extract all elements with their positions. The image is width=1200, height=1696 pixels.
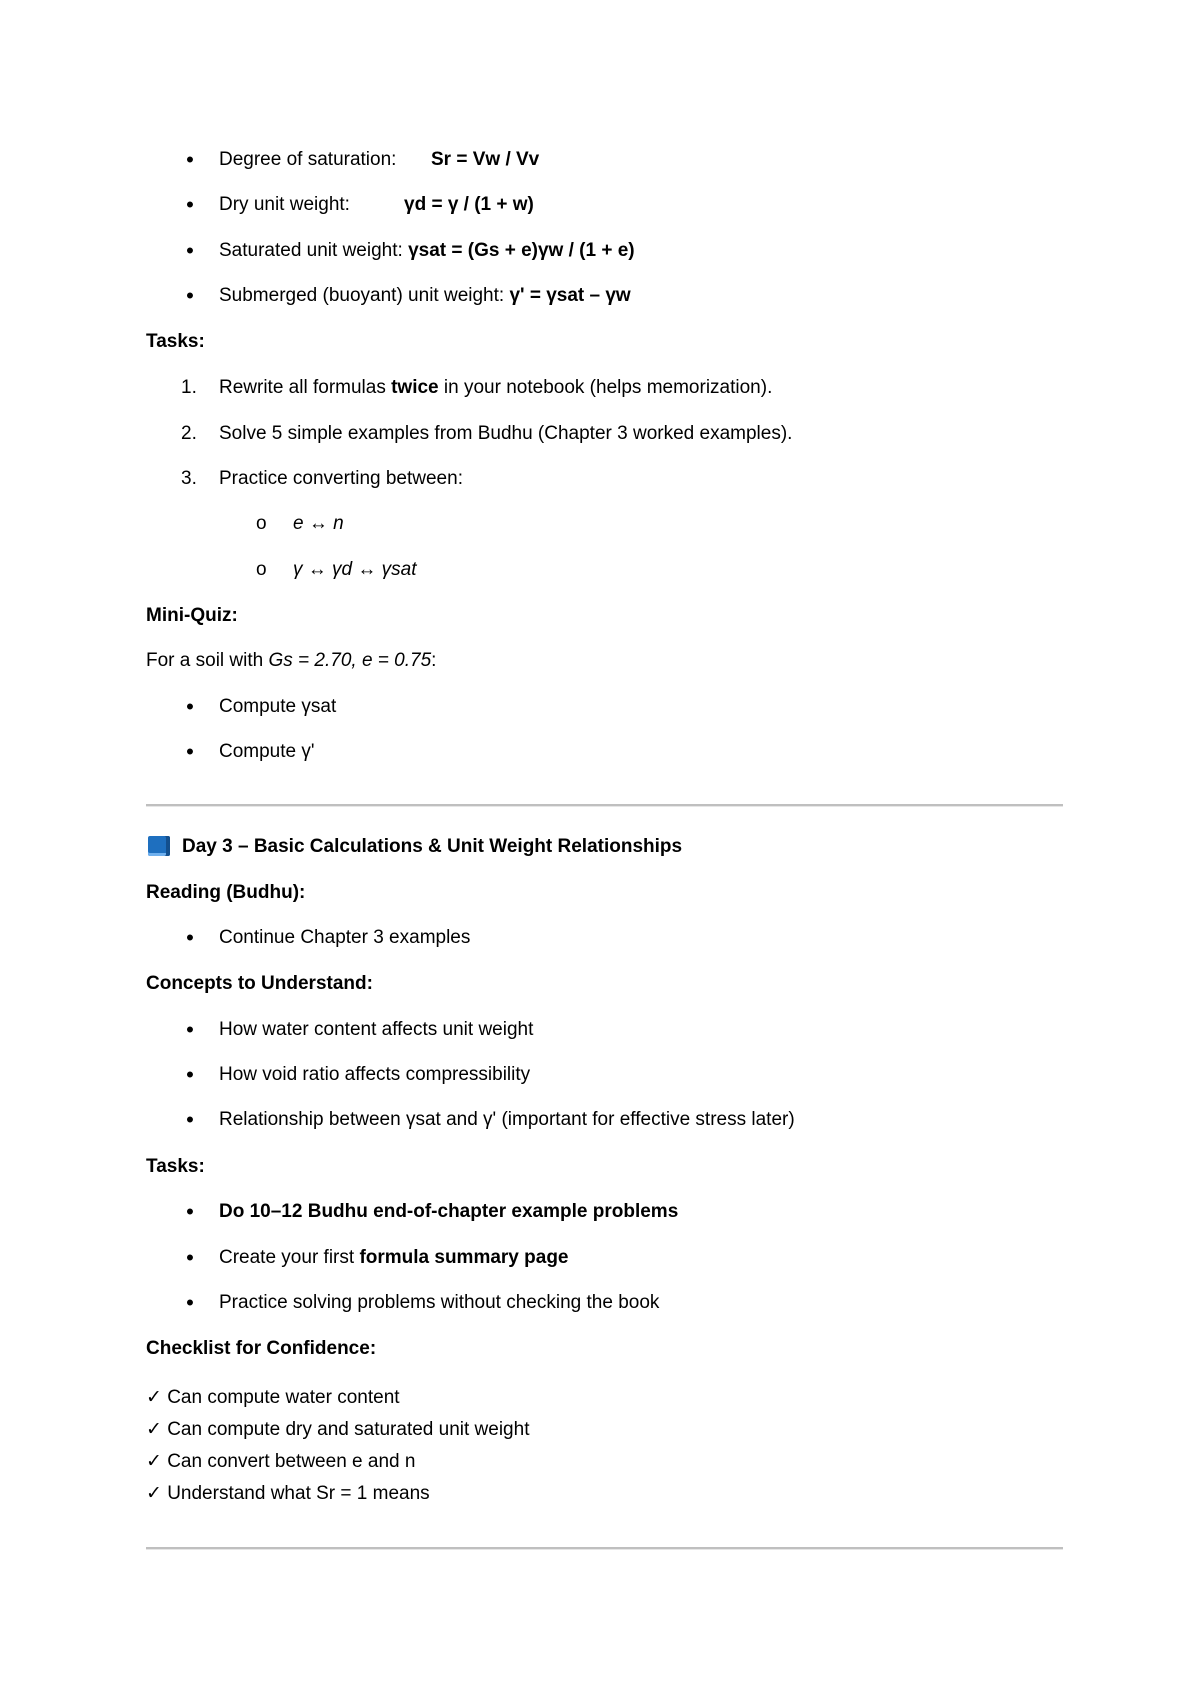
sub-list-item: γ ↔ γd ↔ γsat (293, 559, 417, 580)
list-item: How water content affects unit weight (219, 1019, 534, 1040)
task-emphasis: twice (391, 377, 439, 398)
task-text: Create your first (219, 1247, 360, 1268)
bullet-marker (178, 926, 202, 952)
tasks-heading: Tasks: (146, 331, 205, 352)
bullet-marker (178, 1246, 202, 1272)
section-divider (146, 1547, 1063, 1550)
list-item: Solve 5 simple examples from Budhu (Chapter 3 worked examples). (219, 423, 793, 444)
bullet-marker (178, 1291, 202, 1317)
list-item (219, 1246, 569, 1270)
mini-quiz-intro (146, 649, 436, 673)
formula-line (219, 284, 631, 308)
list-item: Practice converting between: (219, 468, 463, 489)
checklist-text: Can convert between e and n (167, 1451, 416, 1472)
quiz-intro-text: : (431, 650, 437, 671)
list-item: Continue Chapter 3 examples (219, 927, 471, 948)
formula-label: Degree of saturation: (219, 149, 397, 170)
blue-book-icon (148, 836, 170, 856)
checklist-text: Can compute water content (167, 1387, 400, 1408)
section-title: Day 3 – Basic Calculations & Unit Weight Relationships (182, 836, 683, 857)
list-item: Compute γ' (219, 741, 315, 762)
list-item (219, 376, 772, 400)
bullet-marker (178, 148, 202, 174)
bullet-marker (178, 1063, 202, 1089)
formula-label: Saturated unit weight: (219, 240, 403, 261)
quiz-intro-text: For a soil with (146, 650, 269, 671)
section-divider (146, 804, 1063, 807)
bullet-marker (178, 239, 202, 265)
bullet-marker (178, 284, 202, 310)
formula-expression: γ' = γsat – γw (509, 285, 631, 306)
bullet-marker (178, 740, 202, 766)
checklist-item (146, 1450, 415, 1474)
checklist-text: Can compute dry and saturated unit weight (167, 1419, 530, 1440)
reading-heading: Reading (Budhu): (146, 882, 306, 903)
list-item: How void ratio affects compressibility (219, 1064, 531, 1085)
list-item: Compute γsat (219, 696, 337, 717)
checklist-heading: Checklist for Confidence: (146, 1338, 377, 1359)
list-item: Practice solving problems without checking the book (219, 1292, 660, 1313)
sub-list-item: e ↔ n (293, 513, 344, 534)
task-emphasis: formula summary page (359, 1247, 569, 1268)
formula-expression: γsat = (Gs + e)γw / (1 + e) (408, 240, 635, 261)
checklist-item (146, 1418, 529, 1442)
bullet-marker (178, 695, 202, 721)
tasks-heading: Tasks: (146, 1156, 205, 1177)
bullet-marker (178, 1200, 202, 1226)
quiz-intro-values: Gs = 2.70, e = 0.75 (268, 650, 432, 671)
task-text: in your notebook (helps memorization). (438, 377, 773, 398)
task-text: Rewrite all formulas (219, 377, 392, 398)
checklist-item (146, 1482, 430, 1506)
check-mark-icon: ✓ (146, 1483, 162, 1504)
concepts-heading: Concepts to Understand: (146, 973, 373, 994)
list-item: Relationship between γsat and γ' (important for effective stress later) (219, 1109, 795, 1130)
formula-expression: Sr = Vw / Vv (431, 149, 540, 170)
check-mark-icon: ✓ (146, 1419, 162, 1440)
check-mark-icon: ✓ (146, 1451, 162, 1472)
formula-label: Dry unit weight: (219, 194, 350, 215)
checklist-item (146, 1386, 400, 1410)
list-number: 3. (181, 468, 197, 489)
check-mark-icon: ✓ (146, 1387, 162, 1408)
formula-label: Submerged (buoyant) unit weight: (219, 285, 505, 306)
sub-bullet-marker: o (256, 513, 267, 534)
list-number: 1. (181, 377, 197, 398)
formula-expression: γd = γ / (1 + w) (404, 194, 534, 215)
bullet-marker (178, 1018, 202, 1044)
sub-bullet-marker: o (256, 559, 267, 580)
list-item: Do 10–12 Budhu end-of-chapter example problems (219, 1201, 679, 1222)
mini-quiz-heading: Mini-Quiz: (146, 605, 238, 626)
list-number: 2. (181, 423, 197, 444)
formula-line (219, 239, 635, 263)
bullet-marker (178, 193, 202, 219)
bullet-marker (178, 1108, 202, 1134)
checklist-text: Understand what Sr = 1 means (167, 1483, 430, 1504)
